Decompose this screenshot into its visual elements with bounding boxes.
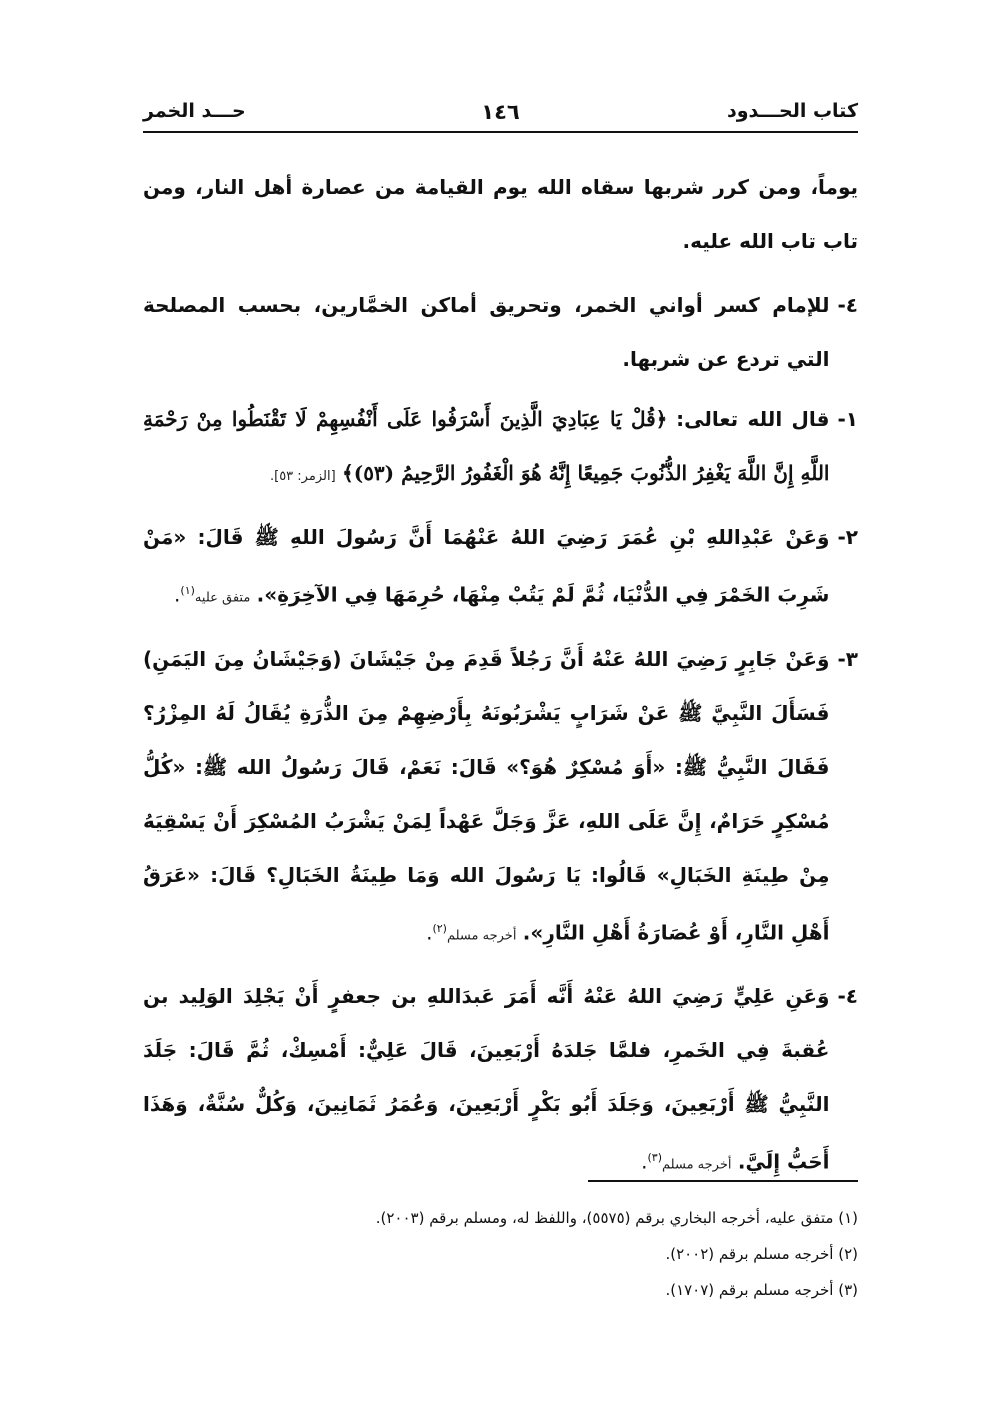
item-text: [143, 510, 829, 626]
continuation-paragraph: يوماً، ومن كرر شربها سقاه الله يوم القيامة من عصارة أهل النار، ومن تاب تاب الله عليه.: [143, 175, 858, 253]
ruling-item-4: [143, 278, 858, 386]
hadith-text: وَعَنِ عَلِيٍّ رَضِيَ اللهُ عَنْهُ أَنَّه أَمَرَ عَبدَاللهِ بن جعفرٍ أَنْ يَجْلِدَ الوَلِيد بن عُقبةَ فِي الخَمرِ، فلمَّا جَلدَهُ أَرْبَعِينَ، قَالَ عَلِيٌّ: أَمْسِكْ، ثُمَّ قَالَ: جَلَدَ النَّبِيُّ ﷺ أَرْبَعِينَ، وَجَلَدَ أَبُو بَكْرٍ أَرْبَعِينَ، وَعُمَرُ ثَمَانِينَ، وَكُلٌّ سُنَّةٌ، وَهَذَا أَحَبُّ إِلَيَّ.: [143, 984, 830, 1174]
evidence-lead: قال الله تعالى:: [676, 407, 830, 431]
hadith-source: أخرجه مسلم: [446, 928, 517, 944]
evidence-item-4: [143, 969, 858, 1193]
sentence-end: .: [174, 582, 181, 607]
item-number: ٣-: [837, 646, 858, 671]
section-title: حـــد الخمر: [143, 100, 246, 122]
footnote-1: (١) متفق عليه، أخرجه البخاري برقم (٥٥٧٥)، واللفظ له، ومسلم برقم (٢٠٠٣).: [375, 1209, 858, 1227]
footnote-3: (٣) أخرجه مسلم برقم (١٧٠٧).: [665, 1281, 858, 1299]
item-text: [143, 632, 829, 964]
footnotes: [143, 1200, 858, 1308]
item-number: ٢-: [837, 525, 858, 549]
hadith-source: متفق عليه: [194, 590, 251, 606]
hadith-source: أخرجه مسلم: [662, 1157, 732, 1173]
footnote-marker: (١): [180, 584, 195, 597]
header-divider: [143, 131, 858, 133]
item-text: للإمام كسر أواني الخمر، وتحريق أماكن الخمَّارين، بحسب المصلحة التي تردع عن شربها.: [143, 293, 830, 371]
footnote-2: (٢) أخرجه مسلم برقم (٢٠٠٢).: [665, 1245, 858, 1263]
sentence-end: .: [641, 1149, 648, 1174]
item-text: [143, 969, 829, 1193]
hadith-text: وَعَنْ عَبْدِاللهِ بْنِ عُمَرَ رَضِيَ اللهُ عَنْهُمَا أَنَّ رَسُولَ اللهِ ﷺ قَالَ: «مَنْ شَرِبَ الخَمْرَ فِي الدُّنْيَا، ثُمَّ لَمْ يَتُبْ مِنْهَا، حُرِمَهَا فِي الآخِرَةِ».: [143, 525, 830, 607]
item-text: [143, 392, 829, 504]
item-number: ١-: [837, 407, 858, 431]
evidence-item-3: [143, 632, 858, 964]
footnote-marker: (٢): [432, 921, 447, 935]
item-number: ٤-: [837, 293, 858, 317]
item-number: ٤-: [837, 984, 858, 1009]
evidence-item-1: [143, 392, 858, 504]
footnote-marker: (٣): [647, 1151, 663, 1165]
page-number: ١٤٦: [481, 100, 520, 124]
quran-verse: ﴿قُلْ يَا عِبَادِيَ الَّذِينَ أَسْرَفُوا عَلَى أَنْفُسِهِمْ لَا تَقْنَطُوا مِنْ رَحْمَةِ اللَّهِ إِنَّ اللَّهَ يَغْفِرُ الذُّنُوبَ جَمِيعًا إِنَّهُ هُوَ الْغَفُورُ الرَّحِيمُ (٥٣)﴾: [143, 407, 830, 485]
running-header: [143, 96, 858, 136]
book-title: كتاب الحـــدود: [726, 100, 858, 122]
verse-reference: [الزمر: ٥٣].: [269, 469, 336, 484]
evidence-item-2: [143, 510, 858, 626]
main-text: [143, 160, 858, 1199]
hadith-text: وَعَنْ جَابِرٍ رَضِيَ اللهُ عَنْهُ أَنَّ رَجُلاً قَدِمَ مِنْ جَيْشَانَ (وَجَيْشَانُ مِنَ اليَمَنِ) فَسَأَلَ النَّبِيَّ ﷺ عَنْ شَرَابٍ يَشْرَبُونَهُ بِأَرْضِهِمْ مِنَ الذُّرَةِ يُقَالُ لَهُ المِزْرُ؟ فَقَالَ النَّبِيُّ ﷺ: «أَوَ مُسْكِرٌ هُوَ؟» قَالَ: نَعَمْ، قَالَ رَسُولُ الله ﷺ: «كُلُّ مُسْكِرٍ حَرَامٌ، إِنَّ عَلَى اللهِ، عَزَّ وَجَلَّ عَهْداً لِمَنْ يَشْرَبُ المُسْكِرَ أَنْ يَسْقِيَهُ مِنْ طِينَةِ الخَبَالِ» قَالُوا: يَا رَسُولَ الله وَمَا طِينَةُ الخَبَالِ؟ قَالَ: «عَرَقُ أَهْلِ النَّارِ، أَوْ عُصَارَةُ أَهْلِ النَّارِ».: [143, 646, 830, 945]
sentence-end: .: [426, 920, 433, 945]
